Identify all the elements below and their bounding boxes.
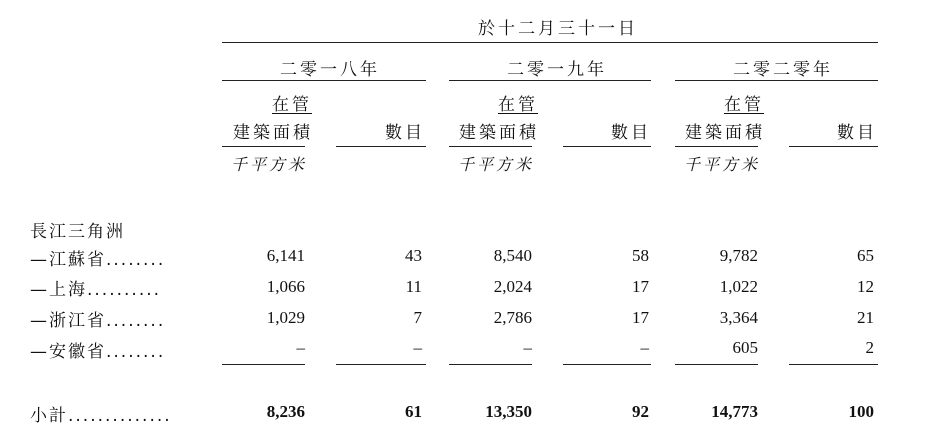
cell-value: 1,022: [719, 277, 758, 296]
cell-value: 8,540: [493, 246, 532, 265]
cell-value: 3,364: [719, 308, 758, 327]
subtotal-label: 小計..............: [30, 406, 172, 426]
col-rule: [675, 146, 758, 147]
total-rule: [675, 364, 758, 365]
cell-value: 2,786: [493, 308, 532, 327]
year-header-2020: 二零二零年: [733, 60, 833, 80]
period-header: 於十二月三十一日: [478, 19, 638, 39]
year-header-2019: 二零一九年: [507, 60, 607, 80]
total-rule: [222, 364, 305, 365]
col-rule: [222, 146, 305, 147]
cell-value: 17: [632, 277, 649, 296]
cell-value: 9,782: [719, 246, 758, 265]
cell-value: 43: [405, 246, 422, 265]
subtotal-value: 100: [848, 402, 874, 421]
year-rule-2018: [222, 80, 426, 81]
col-gfa-line1: 在管: [498, 95, 538, 115]
cell-value: –: [640, 338, 649, 357]
col-count: 數目: [385, 123, 425, 143]
total-rule: [789, 364, 878, 365]
cell-value: 17: [632, 308, 649, 327]
total-rule: [336, 364, 426, 365]
row-label-zhejiang: —浙江省........: [30, 311, 166, 331]
cell-value: 12: [857, 277, 874, 296]
col-gfa-line2: 建築面積: [685, 123, 765, 143]
row-label-anhui: —安徽省........: [30, 342, 166, 362]
total-rule: [449, 364, 532, 365]
total-rule: [563, 364, 651, 365]
col-rule: [449, 146, 532, 147]
col-count: 數目: [611, 123, 651, 143]
col-count: 數目: [837, 123, 877, 143]
subtotal-value: 8,236: [266, 402, 305, 421]
row-label-shanghai: —上海..........: [30, 280, 162, 300]
col-gfa-line1: 在管: [724, 95, 764, 115]
row-label-jiangsu: —江蘇省........: [30, 250, 166, 270]
subtotal-value: 61: [405, 402, 422, 421]
year-rule-2020: [675, 80, 878, 81]
cell-value: 7: [413, 308, 422, 327]
subtotal-value: 13,350: [485, 402, 532, 421]
year-rule-2019: [449, 80, 651, 81]
col-gfa-line2: 建築面積: [459, 123, 539, 143]
cell-value: 11: [405, 277, 422, 296]
cell-value: 65: [857, 246, 874, 265]
subtotal-value: 14,773: [711, 402, 758, 421]
unit-label: 千平方米: [231, 155, 308, 174]
cell-value: –: [296, 338, 305, 357]
cell-value: 605: [732, 338, 758, 357]
col-gfa-line1: 在管: [272, 95, 312, 115]
cell-value: 2: [865, 338, 874, 357]
unit-label: 千平方米: [458, 155, 535, 174]
cell-value: 21: [857, 308, 874, 327]
cell-value: 58: [632, 246, 649, 265]
period-rule: [222, 42, 878, 43]
unit-label: 千平方米: [684, 155, 761, 174]
year-header-2018: 二零一八年: [280, 60, 380, 80]
cell-value: –: [413, 338, 422, 357]
cell-value: –: [523, 338, 532, 357]
cell-value: 1,029: [266, 308, 305, 327]
cell-value: 2,024: [493, 277, 532, 296]
region-heading: 長江三角洲: [30, 222, 125, 242]
col-rule: [563, 146, 651, 147]
cell-value: 6,141: [266, 246, 305, 265]
subtotal-value: 92: [632, 402, 649, 421]
col-rule: [336, 146, 426, 147]
col-rule: [789, 146, 878, 147]
cell-value: 1,066: [266, 277, 305, 296]
col-gfa-line2: 建築面積: [233, 123, 313, 143]
